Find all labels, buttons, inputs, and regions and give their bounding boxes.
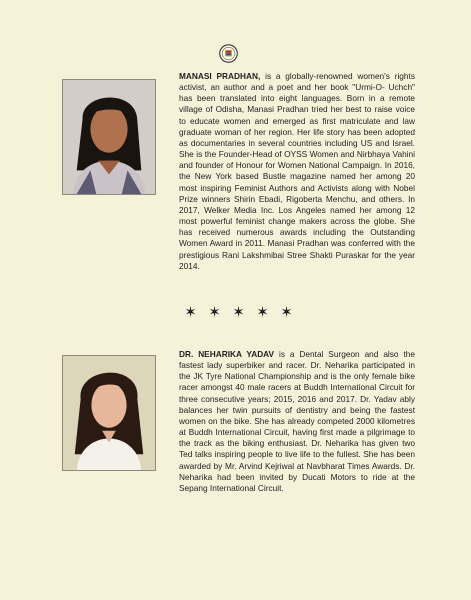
bio-neharika-yadav (179, 349, 415, 494)
emblem-icon (219, 44, 238, 63)
star-icon: ✶ (208, 304, 221, 321)
profile-photo-neharika-yadav (62, 355, 156, 471)
star-icon: ✶ (184, 304, 197, 321)
bio-manasi-pradhan (179, 71, 415, 272)
star-separator (184, 305, 293, 320)
profile-name: MANASI PRADHAN, (179, 71, 261, 81)
star-icon: ✶ (256, 304, 269, 321)
profile-name: DR. NEHARIKA YADAV (179, 349, 275, 359)
profile-bio-text: is a Dental Surgeon and also the fastest lady superbiker and racer. Dr. Neharika participated in the JK Tyre National Championship and is the only female bike racer amongst 40 male racers at Buddh International Circuit for three consecutive years; 2015, 2016 and 2017. Dr. Yadav ably balances her twin pursuits of dentistry and being the fastest women on the bike. She has already competed 2000 kilometres at Buddh International Circuit, having first made a pilgrimage to the track as the biking enthusiast. Dr. Neharika has given two Ted talks inspiring people to live life to the fullest. She has been awarded by Mr. Arvind Kejriwal at Navbharat Times Awards. Dr. Neharika had been invited by Ducati Motors to ride at the Sepang International Circuit. (179, 349, 415, 493)
star-icon: ✶ (280, 304, 293, 321)
profile-bio-text: is a globally-renowned women's rights activist, an author and a poet and her book "Urmi-O- Uchch" has been translated into eight languages. Born in a remote village of Odisha, Manasi Pradhan tried her best to raise voice to educate women and emerged as first matriculate and law graduate woman of her region. Her life story has been adopted as documentaries in several countries including US and Israel. She is the Founder-Head of OYSS Women and Nirbhaya Vahini and founder of Honour for Women National Campaign. In 2016, the New York based Bustle magazine named her among 20 most inspiring Feminist Authors and Activists along with Nobel Prize winners Shirin Ebadi, Rigoberta Menchu, and others. In 2017, Welker Media Inc. Los Angeles named her among 12 most powerful feminist change makers across the globe. She has received numerous awards including the Outstanding Women Award in 2011. Manasi Pradhan was conferred with the prestigious Rani Lakshmibai Stree Shakti Puraskar for the year 2014. (179, 71, 415, 271)
profile-photo-manasi-pradhan (62, 79, 156, 195)
star-icon: ✶ (232, 304, 245, 321)
